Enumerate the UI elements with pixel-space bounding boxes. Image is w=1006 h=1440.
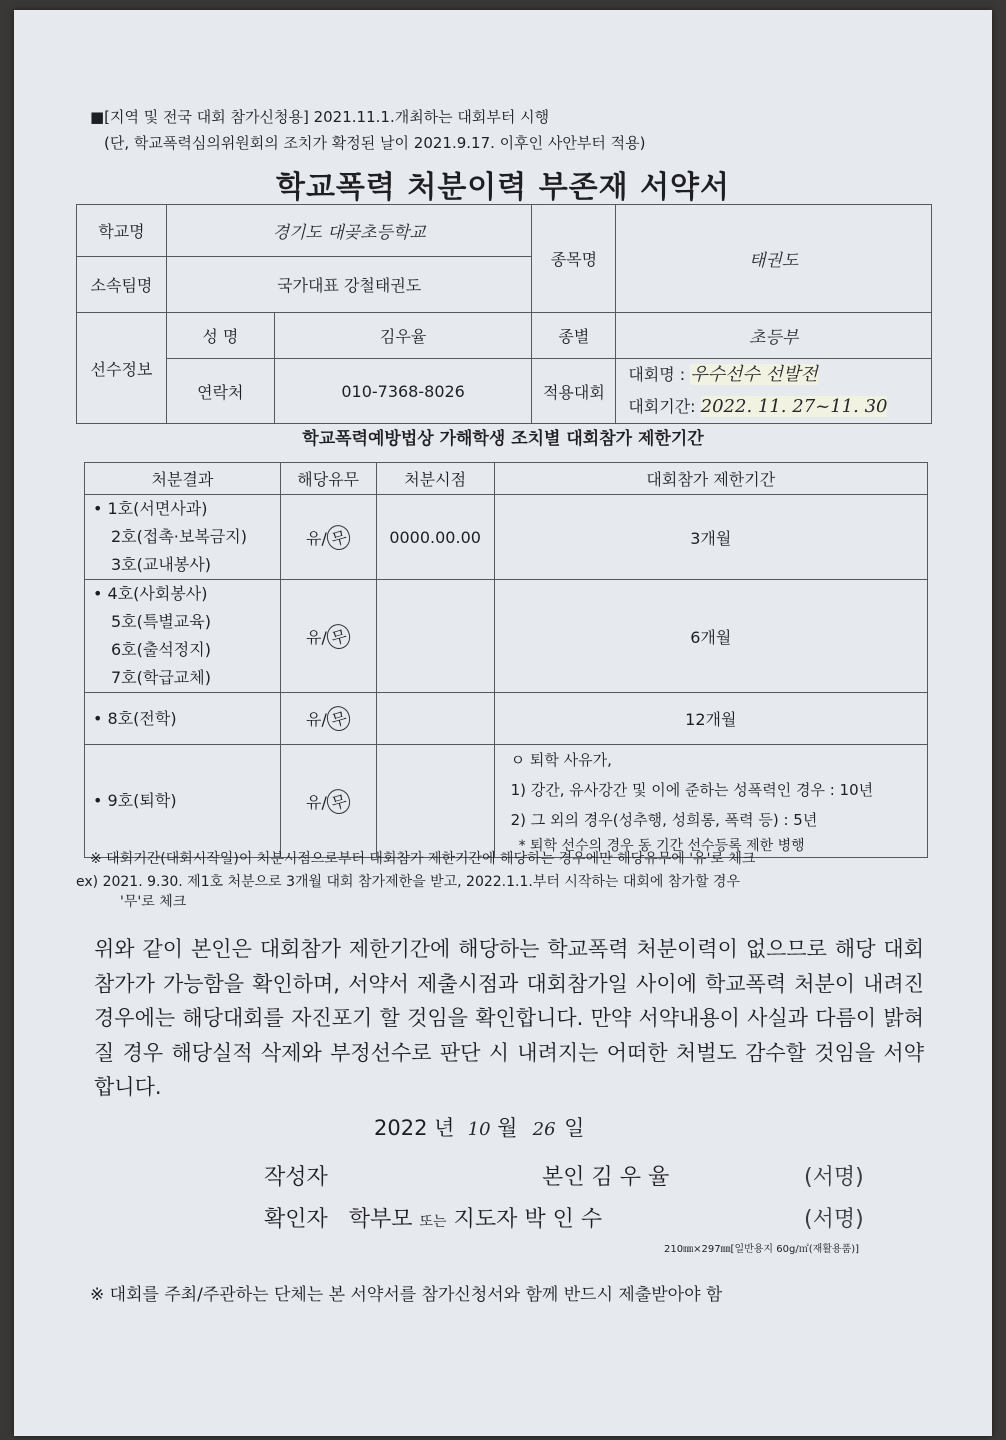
period-line: ㅇ 퇴학 사유가,: [510, 751, 612, 769]
result-item: 6호(출석정지): [111, 640, 211, 659]
footer-note: ※ 대회를 주최/주관하는 단체는 본 서약서를 참가신청서와 함께 반드시 제출받아야 함: [90, 1285, 723, 1305]
meet-period-value: 2022. 11. 27~11. 30: [700, 396, 888, 417]
date-cell: [376, 580, 494, 693]
writer-label: 작성자: [264, 1165, 328, 1190]
meet-name-value: 우수선수 선발전: [690, 364, 818, 385]
result-item: • 9호(퇴학): [93, 791, 177, 810]
header-line-1: ■[지역 및 전국 대회 참가신청용] 2021.11.1.개최하는 대회부터 시행: [90, 108, 550, 126]
period-line: 1) 강간, 유사강간 및 이에 준하는 성폭력인 경우 : 10년: [510, 781, 874, 799]
col-header-applicable: 해당유무: [280, 463, 376, 495]
applicable-cell: [280, 495, 376, 580]
checker-label: 확인자: [264, 1207, 328, 1232]
team-label: 소속팀명: [77, 257, 167, 313]
self-name: 김 우 율: [591, 1165, 670, 1190]
name-label: 성 명: [166, 313, 274, 359]
meet-details: [616, 359, 932, 424]
result-item: • 4호(사회봉사): [93, 584, 208, 603]
division-value: 초등부: [616, 313, 932, 359]
choice-no-circled: 무: [324, 786, 353, 816]
period-cell: [494, 745, 927, 858]
choice-yes: 유/: [306, 528, 327, 548]
date-year: 2022: [374, 1116, 428, 1140]
player-info-label: 선수정보: [77, 313, 167, 424]
result-item: 5호(특별교육): [111, 612, 211, 631]
col-header-period: 대회참가 제한기간: [494, 463, 927, 495]
contact-value: 010-7368-8026: [274, 359, 532, 424]
event-value: 태권도: [616, 205, 932, 313]
contact-label: 연락처: [166, 359, 274, 424]
applicable-cell: [280, 693, 376, 745]
info-table: [76, 204, 932, 424]
choice-yes: 유/: [306, 710, 327, 729]
applicable-cell: [280, 580, 376, 693]
choice-yes: 유/: [306, 792, 327, 812]
date-year-unit: 년: [434, 1116, 455, 1140]
result-cell: [85, 745, 281, 858]
pledge-document: [14, 10, 992, 1436]
limits-title: 학교폭력예방법상 가해학생 조치별 대회참가 제한기간: [302, 429, 704, 449]
table-row: [85, 495, 928, 580]
choice-no-circled: 무: [324, 703, 353, 733]
result-cell: [85, 693, 281, 745]
period-cell: 12개월: [494, 693, 927, 745]
note-2: ex) 2021. 9.30. 제1호 처분으로 3개월 대회 참가제한을 받고, 2022.1.1.부터 시작하는 대회에 참가할 경우: [76, 874, 740, 890]
result-item: • 1호(서면사과): [93, 499, 208, 518]
guide-label: 지도자: [453, 1207, 518, 1232]
school-label: 학교명: [77, 205, 167, 257]
date-line: [374, 1112, 584, 1142]
choice-no-circled: 무: [324, 522, 353, 552]
choice-no-circled: 무: [324, 621, 353, 651]
document-title: 학교폭력 처분이력 부존재 서약서: [275, 170, 731, 205]
meet-period-label: 대회기간:: [628, 397, 696, 416]
col-header-date: 처분시점: [376, 463, 494, 495]
table-row: [85, 745, 928, 858]
period-line: * 퇴학 선수의 경우 동 기간 선수등록 제한 병행: [518, 838, 805, 854]
date-day: 26: [532, 1119, 556, 1140]
result-item: 7호(학급교체): [111, 668, 211, 687]
result-cell: [85, 495, 281, 580]
school-value: 경기도 대곶초등학교: [166, 205, 532, 257]
table-row: [85, 693, 928, 745]
pledge-text: 위와 같이 본인은 대회참가 제한기간에 해당하는 학교폭력 처분이력이 없으므로 해당 대회 참가가 가능함을 확인하며, 서약서 제출시점과 대회참가일 사이에 학교폭력 처분이 내려진 경우에는 해당대회를 자진포기 할 것임을 확인합니다. 만약 서약내용이 사실과 다름이 밝혀질 경우 해당실적 삭제와 부정선수로 판단 시 내려지는 어떠한 처벌도 감수할 것임을 서약합니다.: [94, 937, 924, 1099]
date-cell: [376, 745, 494, 858]
result-item: • 8호(전학): [93, 708, 177, 728]
date-month-unit: 월: [497, 1116, 518, 1140]
meet-name-label: 대회명 :: [628, 365, 686, 384]
team-value: 국가대표 강철태권도: [166, 257, 532, 313]
name-value: 김우율: [274, 313, 532, 359]
choice-yes: 유/: [306, 627, 327, 647]
meet-label: 적용대회: [532, 359, 616, 424]
date-month: 10: [467, 1119, 491, 1140]
result-item: 3호(교내봉사): [111, 555, 211, 574]
division-label: 종별: [532, 313, 616, 359]
paper-spec: 210㎜×297㎜[일반용지 60g/㎡(재활용품)]: [664, 1244, 860, 1255]
table-row: [85, 580, 928, 693]
period-cell: 3개월: [494, 495, 927, 580]
limits-table: [84, 462, 928, 858]
self-signature: (서명): [804, 1165, 864, 1190]
result-cell: [85, 580, 281, 693]
or-label: 또는: [419, 1214, 447, 1230]
result-item: 2호(접촉·보복금지): [111, 527, 247, 546]
header-line-2: (단, 학교폭력심의위원회의 조치가 확정된 날이 2021.9.17. 이후인 사안부터 적용): [104, 134, 646, 152]
date-day-unit: 일: [564, 1116, 585, 1140]
col-header-result: 처분결과: [85, 463, 281, 495]
checker-row: [264, 1202, 602, 1233]
date-cell: [376, 693, 494, 745]
note-3: '무'로 체크: [120, 894, 187, 910]
parent-label: 학부모: [348, 1207, 413, 1232]
checker-name: 박 인 수: [524, 1207, 603, 1232]
checker-signature: (서명): [804, 1207, 864, 1232]
self-label: 본인: [542, 1165, 585, 1190]
note-1: ※ 대회기간(대회시작일)이 처분시점으로부터 대회참가 제한기간에 해당하는 경우에만 해당유무에 '유'로 체크: [90, 851, 756, 867]
self-signer: [542, 1160, 669, 1191]
event-label: 종목명: [532, 205, 616, 313]
period-line: 2) 그 외의 경우(성추행, 성희롱, 폭력 등) : 5년: [510, 811, 818, 829]
applicable-cell: [280, 745, 376, 858]
date-cell: 0000.00.00: [376, 495, 494, 580]
period-cell: 6개월: [494, 580, 927, 693]
